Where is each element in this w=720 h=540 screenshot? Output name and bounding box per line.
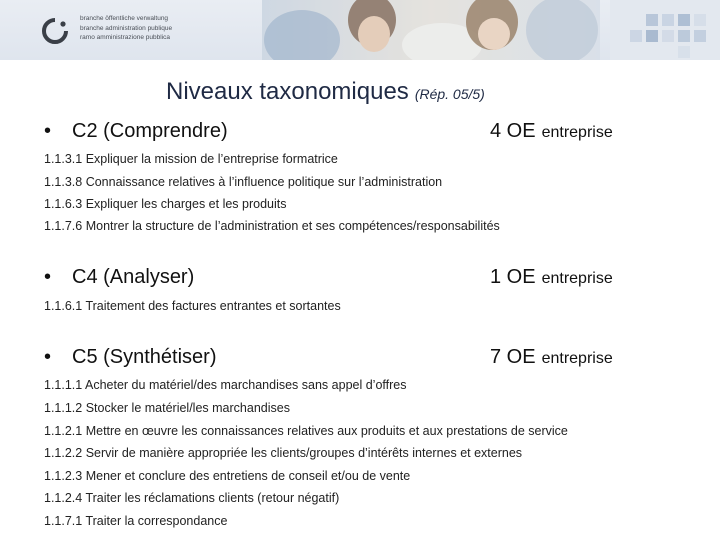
branch-logo-text: [80, 14, 172, 43]
page-title: [166, 78, 485, 106]
list-item: 1.1.6.1 Traitement des factures entrantes et sortantes: [44, 299, 341, 313]
section-label: C2 (Comprendre): [72, 120, 228, 142]
objective-count-unit: entreprise: [541, 124, 613, 141]
objective-count: [490, 120, 613, 143]
branch-logo-icon: [40, 16, 70, 46]
list-item: 1.1.3.8 Connaissance relatives à l’influence politique sur l’administration: [44, 175, 443, 189]
section-heading-c2: [44, 120, 634, 148]
section-label: C4 (Analyser): [72, 266, 195, 288]
header-banner: [0, 0, 720, 60]
title-subtitle: (Rép. 05/5): [414, 86, 485, 102]
list-item: 1.1.7.6 Montrer la structure de l’administration et ses compétences/responsabilités: [44, 219, 500, 233]
header-photo: [262, 0, 600, 60]
objective-count-value: 1 OE: [490, 266, 536, 288]
list-item: 1.1.6.3 Expliquer les charges et les produits: [44, 197, 287, 211]
list-item: 1.1.2.1 Mettre en œuvre les connaissances relatives aux produits et aux prestations de service: [44, 424, 568, 438]
section-heading-c5: [44, 346, 634, 374]
objective-count-value: 7 OE: [490, 346, 536, 368]
logo-line: branche öffentliche verwaltung: [80, 15, 169, 22]
bullet-icon: •: [44, 346, 52, 368]
list-item: 1.1.1.1 Acheter du matériel/des marchandises sans appel d’offres: [44, 378, 407, 392]
list-item: 1.1.7.1 Traiter la correspondance: [44, 514, 228, 528]
objective-count: [490, 346, 613, 369]
section-label: C5 (Synthétiser): [72, 346, 217, 368]
list-item: 1.1.1.2 Stocker le matériel/les marchandises: [44, 401, 290, 415]
objective-count-unit: entreprise: [541, 350, 613, 367]
objective-count: [490, 266, 613, 289]
objective-count-unit: entreprise: [541, 270, 613, 287]
title-main: Niveaux taxonomiques: [166, 78, 409, 105]
decorative-squares-icon: [610, 0, 720, 60]
list-item: 1.1.2.4 Traiter les réclamations clients (retour négatif): [44, 491, 340, 505]
section-heading-c4: [44, 266, 634, 294]
objective-count-value: 4 OE: [490, 120, 536, 142]
logo-line: branche administration publique: [80, 24, 173, 32]
logo-line: ramo amministrazione pubblica: [80, 34, 170, 41]
bullet-icon: •: [44, 266, 52, 288]
list-item: 1.1.2.3 Mener et conclure des entretiens de conseil et/ou de vente: [44, 469, 411, 483]
bullet-icon: •: [44, 120, 52, 142]
list-item: 1.1.2.2 Servir de manière appropriée les clients/groupes d’intérêts internes et externes: [44, 446, 523, 460]
list-item: 1.1.3.1 Expliquer la mission de l’entreprise formatrice: [44, 152, 338, 166]
